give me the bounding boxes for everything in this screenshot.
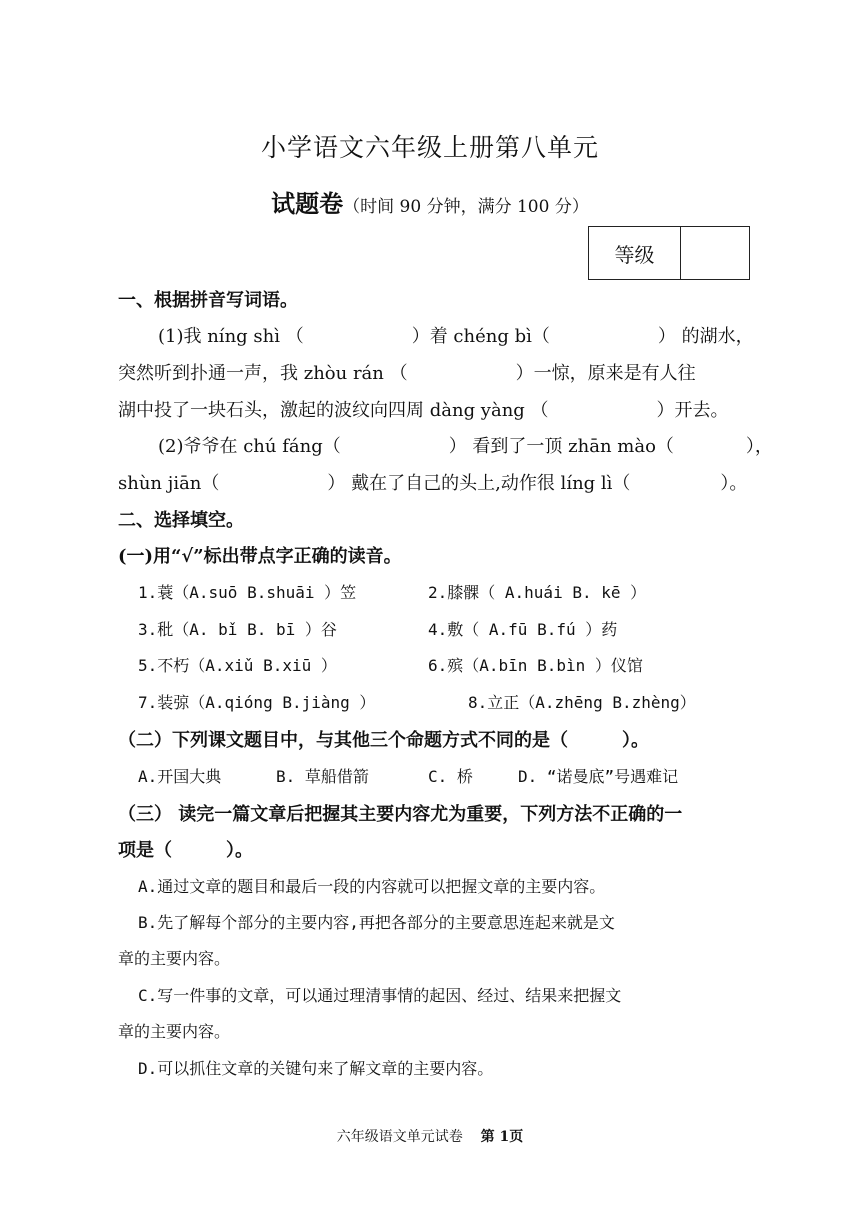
grade-box [588, 226, 750, 280]
list-item: 8.立正（A.zhēng B.zhèng） [468, 693, 696, 712]
list-item: 3.秕（A. bǐ B. bī ）谷 [138, 620, 337, 639]
page-title: 小学语文六年级上册第八单元 [260, 133, 599, 162]
sub3-option-d: D.可以抓住文章的关键句来了解文章的主要内容。 [138, 1059, 494, 1078]
sub2-option: B. 草船借箭 [276, 767, 369, 786]
subtitle-note: （时间 90 分钟，满分 100 分） [343, 197, 589, 217]
sub3-option-b-line2: 章的主要内容。 [118, 949, 231, 968]
section1-p1-line1: (1)我 níng shì （ ）着 chéng bì（ ） 的湖水， [158, 326, 754, 347]
section2-sub3-line2: 项是（ ）。 [118, 840, 253, 861]
page-number: 第 1页 [480, 1129, 524, 1145]
sub3-option-a: A.通过文章的题目和最后一段的内容就可以把握文章的主要内容。 [138, 877, 606, 896]
list-item: 6.殡（A.bīn B.bìn ）仪馆 [428, 656, 643, 675]
list-item: 1.蓑（A.suō B.shuāi ）笠 [138, 583, 357, 602]
section2-sub3-line1: （三） 读完一篇文章后把握其主要内容尤为重要，下列方法不正确的一 [118, 804, 683, 825]
section1-p2-line1: (2)爷爷在 chú fáng（ ） 看到了一顶 zhān mào（ ）， [158, 436, 773, 457]
subtitle [0, 184, 860, 219]
list-item: 5.不朽（A.xiǔ B.xiū ） [138, 656, 337, 675]
list-item: 4.敷（ A.fū B.fú ）药 [428, 620, 618, 639]
list-item: 7.装弶（A.qióng B.jiàng ） [138, 693, 376, 712]
sub2-option: A.开国大典 [138, 767, 222, 786]
grade-field[interactable] [681, 227, 749, 279]
grade-label: 等级 [589, 227, 681, 279]
sub2-option: C. 桥 [428, 767, 473, 786]
section1-p1-line3: 湖中投了一块石头，激起的波纹向四周 dàng yàng （ ）开去。 [118, 400, 729, 421]
section1-p2-line2: shùn jiān（ ） 戴在了自己的头上,动作很 líng lì（ ）。 [118, 473, 748, 494]
sub3-option-c-line1: C.写一件事的文章，可以通过理清事情的起因、经过、结果来把握文 [138, 986, 622, 1005]
section2-sub1-heading: (一)用“√”标出带点字正确的读音。 [118, 546, 402, 567]
sub3-option-b-line1: B.先了解每个部分的主要内容,再把各部分的主要意思连起来就是文 [138, 913, 615, 932]
section1-heading: 一、根据拼音写词语。 [118, 290, 298, 311]
footer-label: 六年级语文单元试卷 [336, 1129, 463, 1145]
sub3-option-c-line2: 章的主要内容。 [118, 1022, 231, 1041]
list-item: 2.膝髁（ A.huái B. kē ） [428, 583, 647, 602]
sub2-option: D. “诺曼底”号遇难记 [518, 767, 679, 786]
section2-sub2-heading: （二）下列课文题目中，与其他三个命题方式不同的是（ ）。 [118, 730, 649, 751]
page-footer [0, 1126, 860, 1146]
section2-heading: 二、选择填空。 [118, 510, 244, 531]
section1-p1-line2: 突然听到扑通一声，我 zhòu rán （ ）一惊，原来是有人往 [118, 363, 696, 384]
subtitle-main: 试题卷 [271, 189, 344, 218]
